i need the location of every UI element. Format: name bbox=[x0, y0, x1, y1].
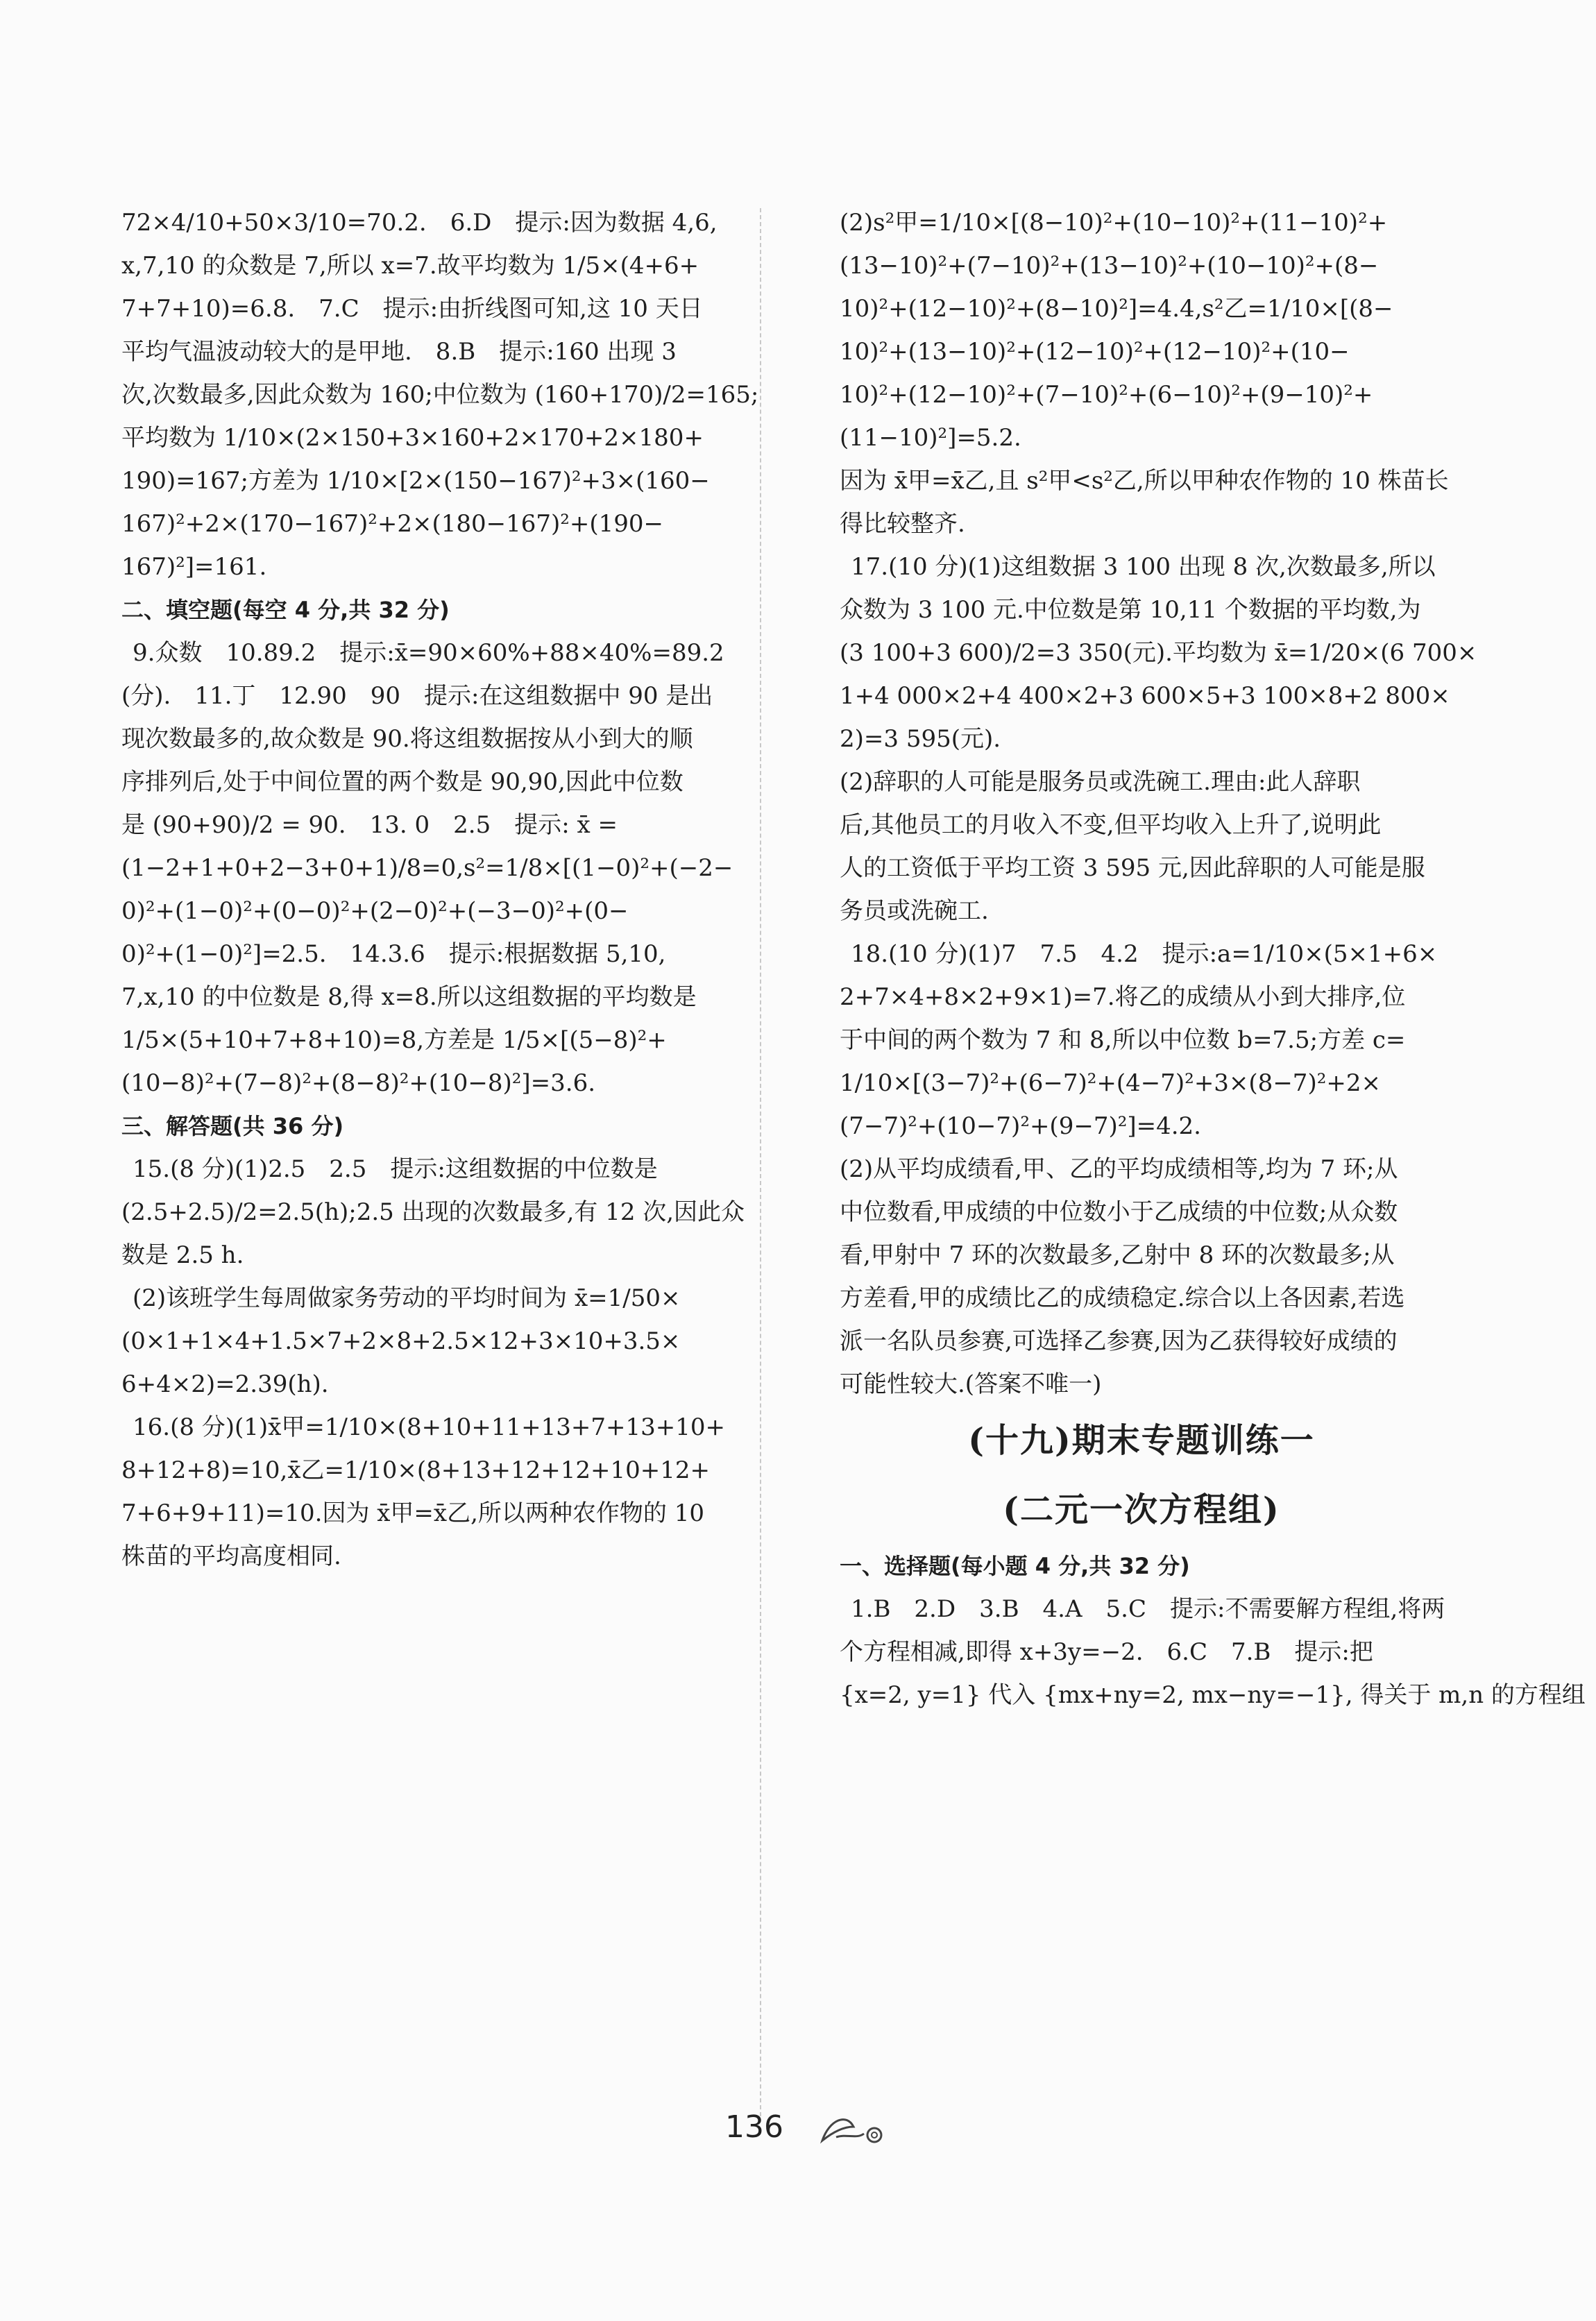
text-line: 株苗的平均高度相同. bbox=[121, 1542, 341, 1570]
text-line: 72×4/10+50×3/10=70.2. 6.D 提示:因为数据 4,6, bbox=[121, 209, 718, 237]
text-line: 数是 2.5 h. bbox=[121, 1241, 244, 1269]
text-line: 1/5×(5+10+7+8+10)=8,方差是 1/5×[(5−8)²+ bbox=[121, 1026, 667, 1054]
text-line: 可能性较大.(答案不唯一) bbox=[840, 1370, 1102, 1398]
text-line: (7−7)²+(10−7)²+(9−7)²]=4.2. bbox=[840, 1112, 1201, 1140]
text-line: (2)该班学生每周做家务劳动的平均时间为 x̄=1/50× bbox=[133, 1284, 681, 1312]
text-line: 中位数看,甲成绩的中位数小于乙成绩的中位数;从众数 bbox=[840, 1198, 1398, 1226]
text-line: (10−8)²+(7−8)²+(8−8)²+(10−8)²]=3.6. bbox=[121, 1069, 596, 1097]
text-line: (分). 11.丁 12.90 90 提示:在这组数据中 90 是出 bbox=[121, 682, 713, 710]
text-line: 次,次数最多,因此众数为 160;中位数为 (160+170)/2=165; bbox=[121, 381, 759, 409]
text-line: 167)²]=161. bbox=[121, 553, 267, 581]
text-line: 9.众数 10.89.2 提示:x̄=90×60%+88×40%=89.2 bbox=[133, 639, 724, 667]
text-line: 7,x,10 的中位数是 8,得 x=8.所以这组数据的平均数是 bbox=[121, 983, 697, 1011]
text-line: 190)=167;方差为 1/10×[2×(150−167)²+3×(160− bbox=[121, 467, 710, 495]
text-line: (2.5+2.5)/2=2.5(h);2.5 出现的次数最多,有 12 次,因此众 bbox=[121, 1198, 745, 1226]
text-line: 平均气温波动较大的是甲地. 8.B 提示:160 出现 3 bbox=[121, 338, 677, 366]
text-line: 167)²+2×(170−167)²+2×(180−167)²+(190− bbox=[121, 510, 664, 538]
section-title: (十九)期末专题训练一 bbox=[968, 1421, 1315, 1460]
section-heading: 一、选择题(每小题 4 分,共 32 分) bbox=[840, 1553, 1190, 1579]
text-line: 18.(10 分)(1)7 7.5 4.2 提示:a=1/10×(5×1+6× bbox=[851, 940, 1438, 968]
text-line: 7+6+9+11)=10.因为 x̄甲=x̄乙,所以两种农作物的 10 bbox=[121, 1499, 704, 1527]
page-number: 136 bbox=[725, 2109, 783, 2145]
text-line: 于中间的两个数为 7 和 8,所以中位数 b=7.5;方差 c= bbox=[840, 1026, 1406, 1054]
text-line: 10)²+(12−10)²+(7−10)²+(6−10)²+(9−10)²+ bbox=[840, 381, 1373, 409]
text-line: {x=2, y=1} 代入 {mx+ny=2, mx−ny=−1}, 得关于 m,n 的方程组 bbox=[840, 1681, 1586, 1709]
text-line: 看,甲射中 7 环的次数最多,乙射中 8 环的次数最多;从 bbox=[840, 1241, 1395, 1269]
text-line: 10)²+(12−10)²+(8−10)²]=4.4,s²乙=1/10×[(8− bbox=[840, 295, 1393, 323]
text-line: 个方程相减,即得 x+3y=−2. 6.C 7.B 提示:把 bbox=[840, 1638, 1373, 1666]
text-line: 是 (90+90)/2 = 90. 13. 0 2.5 提示: x̄ = bbox=[121, 811, 618, 839]
text-line: (0×1+1×4+1.5×7+2×8+2.5×12+3×10+3.5× bbox=[121, 1327, 681, 1355]
text-line: (11−10)²]=5.2. bbox=[840, 424, 1021, 452]
text-line: 后,其他员工的月收入不变,但平均收入上升了,说明此 bbox=[840, 811, 1382, 839]
left-column bbox=[121, 201, 759, 1578]
text-line: 2)=3 595(元). bbox=[840, 725, 1001, 753]
text-line: 现次数最多的,故众数是 90.将这组数据按从小到大的顺 bbox=[121, 725, 693, 753]
text-line: 0)²+(1−0)²]=2.5. 14.3.6 提示:根据数据 5,10, bbox=[121, 940, 666, 968]
text-line: 15.(8 分)(1)2.5 2.5 提示:这组数据的中位数是 bbox=[133, 1155, 658, 1183]
text-line: (2)从平均成绩看,甲、乙的平均成绩相等,均为 7 环;从 bbox=[840, 1155, 1398, 1183]
text-line: 众数为 3 100 元.中位数是第 10,11 个数据的平均数,为 bbox=[840, 596, 1421, 624]
text-line: 平均数为 1/10×(2×150+3×160+2×170+2×180+ bbox=[121, 424, 704, 452]
section-heading: 二、填空题(每空 4 分,共 32 分) bbox=[121, 597, 450, 623]
text-line: 0)²+(1−0)²+(0−0)²+(2−0)²+(−3−0)²+(0− bbox=[121, 897, 629, 925]
leaf-ornament-icon bbox=[815, 2106, 892, 2148]
text-line: 7+7+10)=6.8. 7.C 提示:由折线图可知,这 10 天日 bbox=[121, 295, 703, 323]
text-line: 2+7×4+8×2+9×1)=7.将乙的成绩从小到大排序,位 bbox=[840, 983, 1406, 1011]
column-divider bbox=[760, 208, 761, 2116]
text-line: (3 100+3 600)/2=3 350(元).平均数为 x̄=1/20×(6 700× bbox=[840, 639, 1477, 667]
text-line: (2)s²甲=1/10×[(8−10)²+(10−10)²+(11−10)²+ bbox=[840, 209, 1388, 237]
text-line: x,7,10 的众数是 7,所以 x=7.故平均数为 1/5×(4+6+ bbox=[121, 252, 699, 280]
text-line: 8+12+8)=10,x̄乙=1/10×(8+13+12+12+10+12+ bbox=[121, 1456, 710, 1484]
text-line: (2)辞职的人可能是服务员或洗碗工.理由:此人辞职 bbox=[840, 768, 1361, 796]
section-heading: 三、解答题(共 36 分) bbox=[121, 1113, 344, 1139]
text-line: 因为 x̄甲=x̄乙,且 s²甲<s²乙,所以甲种农作物的 10 株苗长 bbox=[840, 467, 1449, 495]
text-line: 6+4×2)=2.39(h). bbox=[121, 1370, 329, 1398]
text-line: 1.B 2.D 3.B 4.A 5.C 提示:不需要解方程组,将两 bbox=[851, 1595, 1445, 1623]
text-line: (1−2+1+0+2−3+0+1)/8=0,s²=1/8×[(1−0)²+(−2− bbox=[121, 854, 733, 882]
right-column bbox=[840, 201, 1586, 1717]
text-line: 得比较整齐. bbox=[840, 510, 965, 538]
text-line: 人的工资低于平均工资 3 595 元,因此辞职的人可能是服 bbox=[840, 854, 1425, 882]
text-line: 1+4 000×2+4 400×2+3 600×5+3 100×8+2 800× bbox=[840, 682, 1450, 710]
text-line: 1/10×[(3−7)²+(6−7)²+(4−7)²+3×(8−7)²+2× bbox=[840, 1069, 1381, 1097]
section-subtitle: (二元一次方程组) bbox=[1003, 1490, 1280, 1529]
text-line: 16.(8 分)(1)x̄甲=1/10×(8+10+11+13+7+13+10+ bbox=[133, 1413, 725, 1441]
text-line: 方差看,甲的成绩比乙的成绩稳定.综合以上各因素,若选 bbox=[840, 1284, 1405, 1312]
text-line: (13−10)²+(7−10)²+(13−10)²+(10−10)²+(8− bbox=[840, 252, 1379, 280]
text-line: 务员或洗碗工. bbox=[840, 897, 989, 925]
text-line: 序排列后,处于中间位置的两个数是 90,90,因此中位数 bbox=[121, 768, 684, 796]
text-line: 派一名队员参赛,可选择乙参赛,因为乙获得较好成绩的 bbox=[840, 1327, 1398, 1355]
text-line: 10)²+(13−10)²+(12−10)²+(12−10)²+(10− bbox=[840, 338, 1350, 366]
text-line: 17.(10 分)(1)这组数据 3 100 出现 8 次,次数最多,所以 bbox=[851, 553, 1436, 581]
